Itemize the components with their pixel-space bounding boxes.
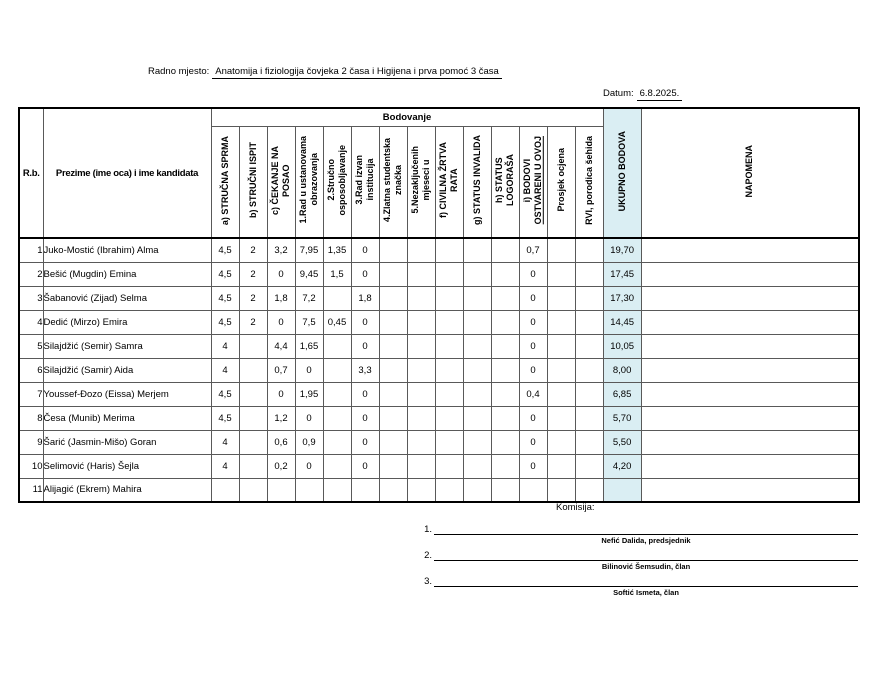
row-number-cell: 11 <box>19 478 43 502</box>
signature-number: 3. <box>424 576 432 587</box>
score-cell <box>463 454 491 478</box>
score-cell <box>435 262 463 286</box>
row-number-cell: 9 <box>19 430 43 454</box>
criteria-header-text <box>494 151 516 209</box>
score-cell: 0 <box>519 454 547 478</box>
score-cell <box>491 454 519 478</box>
score-cell <box>463 286 491 310</box>
score-cell: 4 <box>211 454 239 478</box>
score-cell <box>379 334 407 358</box>
score-cell: 4 <box>211 334 239 358</box>
score-cell <box>323 286 351 310</box>
score-cell <box>239 358 267 382</box>
score-cell <box>239 430 267 454</box>
score-cell <box>547 238 575 262</box>
score-cell: 0 <box>519 310 547 334</box>
score-cell: 4,5 <box>211 238 239 262</box>
score-cell <box>575 382 603 406</box>
score-cell: 0 <box>267 262 295 286</box>
table-row <box>19 334 859 358</box>
napomena-cell <box>641 430 859 454</box>
score-cell: 0 <box>295 406 323 430</box>
score-cell <box>435 430 463 454</box>
score-cell <box>547 358 575 382</box>
score-cell <box>379 262 407 286</box>
criteria-column-header <box>351 126 379 238</box>
score-cell: 0 <box>351 382 379 406</box>
total-points-cell: 5,70 <box>603 406 641 430</box>
criteria-header-line: mjeseci u <box>421 159 431 201</box>
criteria-header-line: 3.Rad izvan <box>354 155 365 206</box>
score-cell: 2 <box>239 310 267 334</box>
score-cell: 4,5 <box>211 406 239 430</box>
header-napomena <box>641 108 859 238</box>
score-cell <box>379 286 407 310</box>
score-cell <box>491 382 519 406</box>
score-cell <box>547 334 575 358</box>
score-cell <box>435 286 463 310</box>
score-cell: 0,2 <box>267 454 295 478</box>
criteria-column-header <box>323 126 351 238</box>
score-cell <box>379 358 407 382</box>
criteria-header-line: f) CIVILNA ŽRTVA <box>438 142 449 219</box>
radno-mjesto-row <box>148 66 502 77</box>
criteria-header-text <box>584 133 595 228</box>
napomena-cell <box>641 358 859 382</box>
header-rb: R.b. <box>19 108 43 238</box>
criteria-header-text <box>438 139 460 221</box>
score-cell <box>575 454 603 478</box>
row-number-cell: 8 <box>19 406 43 430</box>
napomena-cell <box>641 286 859 310</box>
datum-label: Datum: <box>603 88 634 99</box>
signature-row <box>418 547 858 561</box>
score-cell <box>379 382 407 406</box>
score-cell: 4,5 <box>211 262 239 286</box>
table-row <box>19 358 859 382</box>
criteria-column-header <box>267 126 295 238</box>
criteria-header-line: i) BODOVI <box>522 158 533 202</box>
criteria-header-text <box>298 133 320 227</box>
score-cell: 0 <box>267 310 295 334</box>
score-cell <box>407 478 435 502</box>
score-cell <box>547 430 575 454</box>
criteria-header-line: g) STATUS INVALIDA <box>471 135 482 226</box>
score-cell <box>491 406 519 430</box>
score-cell: 0 <box>351 334 379 358</box>
score-cell <box>267 478 295 502</box>
signature-line <box>434 521 858 535</box>
score-cell: 0 <box>351 310 379 334</box>
criteria-header-text <box>248 139 259 221</box>
criteria-header-line: c) ČEKANJE NA <box>270 145 281 215</box>
radno-mjesto-value: Anatomija i fiziologija čovjeka 2 časa i Higijena i prva pomoć 3 časa <box>212 66 502 79</box>
score-cell <box>575 286 603 310</box>
komisija-label: Komisija: <box>556 502 595 513</box>
score-cell: 0,4 <box>519 382 547 406</box>
score-cell <box>407 334 435 358</box>
score-cell <box>547 382 575 406</box>
score-cell <box>323 406 351 430</box>
criteria-header-text <box>270 143 292 218</box>
criteria-header-line: 1.Rad u ustanovama <box>298 136 309 225</box>
criteria-header-line: h) STATUS <box>494 157 505 204</box>
signature-line <box>434 573 858 587</box>
row-number-cell: 4 <box>19 310 43 334</box>
score-cell: 1,8 <box>267 286 295 310</box>
header-row-top <box>19 108 859 126</box>
criteria-header-text <box>382 135 404 225</box>
napomena-cell <box>641 478 859 502</box>
score-cell <box>435 454 463 478</box>
table-row <box>19 430 859 454</box>
score-cell <box>407 406 435 430</box>
criteria-header-text <box>326 142 348 219</box>
candidate-name-cell: Youssef-Đozo (Eissa) Merjem <box>43 382 211 406</box>
score-cell <box>239 454 267 478</box>
score-cell: 4,5 <box>211 310 239 334</box>
criteria-header-text <box>354 152 376 208</box>
score-cell <box>407 454 435 478</box>
score-cell <box>435 238 463 262</box>
datum-row <box>603 88 682 99</box>
header-bodovanje: Bodovanje <box>211 108 603 126</box>
signature-caption: Softić Ismeta, član <box>613 588 679 597</box>
score-cell: 4,5 <box>211 382 239 406</box>
criteria-header-line: 4.Zlatna studentska <box>382 138 393 223</box>
score-cell: 0,7 <box>519 238 547 262</box>
signature-number: 1. <box>424 524 432 535</box>
header-ukupno-label: UKUPNO BODOVA <box>616 131 627 212</box>
score-cell <box>379 430 407 454</box>
score-cell <box>435 310 463 334</box>
table-row <box>19 454 859 478</box>
header-napomena-label: NAPOMENA <box>744 145 755 198</box>
score-cell <box>575 238 603 262</box>
score-cell: 7,95 <box>295 238 323 262</box>
score-cell <box>547 454 575 478</box>
score-cell: 0 <box>267 382 295 406</box>
score-cell <box>435 478 463 502</box>
score-cell <box>407 430 435 454</box>
criteria-column-header <box>379 126 407 238</box>
score-cell: 0 <box>519 286 547 310</box>
criteria-header-line: OSTVARENI U OVOJ <box>533 136 543 225</box>
criteria-header-line: 5.Nezaključenih <box>410 146 421 215</box>
score-cell <box>435 382 463 406</box>
score-cell: 3,3 <box>351 358 379 382</box>
criteria-column-header <box>239 126 267 238</box>
score-cell <box>351 478 379 502</box>
score-cell: 1,8 <box>351 286 379 310</box>
criteria-header-text <box>220 133 231 228</box>
score-cell <box>463 478 491 502</box>
score-cell <box>491 310 519 334</box>
score-cell <box>491 358 519 382</box>
candidate-name-cell: Bešić (Mugdin) Emina <box>43 262 211 286</box>
score-cell <box>323 358 351 382</box>
score-cell: 2 <box>239 286 267 310</box>
signature-row <box>418 573 858 587</box>
score-cell: 2 <box>239 262 267 286</box>
score-cell <box>407 286 435 310</box>
score-cell <box>435 358 463 382</box>
header-ukupno-bodova <box>603 108 641 238</box>
total-points-cell: 17,30 <box>603 286 641 310</box>
criteria-header-text <box>472 132 483 228</box>
criteria-header-line: osposobljavanje <box>337 144 347 216</box>
score-cell: 0,7 <box>267 358 295 382</box>
total-points-cell: 4,20 <box>603 454 641 478</box>
criteria-column-header <box>407 126 435 238</box>
candidate-name-cell: Česa (Munib) Merima <box>43 406 211 430</box>
score-cell <box>547 406 575 430</box>
criteria-header-line: LOGORAŠA <box>505 154 515 207</box>
signature-block <box>418 521 858 599</box>
table-row <box>19 406 859 430</box>
total-points-cell: 8,00 <box>603 358 641 382</box>
score-cell <box>407 358 435 382</box>
score-cell <box>463 238 491 262</box>
score-cell <box>575 358 603 382</box>
score-cell: 0,45 <box>323 310 351 334</box>
criteria-column-header <box>435 126 463 238</box>
signature-line <box>434 547 858 561</box>
score-cell: 0 <box>351 238 379 262</box>
score-cell <box>575 334 603 358</box>
score-cell <box>239 478 267 502</box>
criteria-header-line: Prosjek ocjena <box>555 148 566 213</box>
score-cell: 7,2 <box>295 286 323 310</box>
score-cell <box>463 358 491 382</box>
candidate-name-cell: Silajdžić (Semir) Samra <box>43 334 211 358</box>
criteria-header-line: RATA <box>449 168 459 193</box>
score-cell: 0 <box>519 334 547 358</box>
score-cell: 0,6 <box>267 430 295 454</box>
napomena-cell <box>641 238 859 262</box>
napomena-cell <box>641 454 859 478</box>
score-cell: 1,95 <box>295 382 323 406</box>
napomena-cell <box>641 262 859 286</box>
score-cell <box>519 478 547 502</box>
score-cell <box>323 382 351 406</box>
candidate-name-cell: Dedić (Mirzo) Emira <box>43 310 211 334</box>
score-cell <box>491 286 519 310</box>
criteria-column-header <box>575 126 603 238</box>
score-cell <box>407 310 435 334</box>
table-row <box>19 262 859 286</box>
score-cell <box>407 238 435 262</box>
score-cell: 4,5 <box>211 286 239 310</box>
criteria-column-header <box>463 126 491 238</box>
score-cell: 9,45 <box>295 262 323 286</box>
score-cell: 0 <box>519 358 547 382</box>
row-number-cell: 5 <box>19 334 43 358</box>
score-cell: 2 <box>239 238 267 262</box>
score-cell <box>575 406 603 430</box>
criteria-header-line: obrazovanja <box>309 154 319 207</box>
criteria-header-line: značka <box>393 165 403 196</box>
score-cell: 0 <box>519 406 547 430</box>
score-cell <box>491 430 519 454</box>
score-cell <box>379 406 407 430</box>
napomena-cell <box>641 382 859 406</box>
score-cell <box>463 406 491 430</box>
score-cell <box>491 262 519 286</box>
score-cell <box>463 334 491 358</box>
score-cell: 4 <box>211 358 239 382</box>
napomena-cell <box>641 334 859 358</box>
criteria-header-line: b) STRUČNI ISPIT <box>247 142 258 219</box>
criteria-header-line: institucija <box>365 159 375 202</box>
score-cell: 1,35 <box>323 238 351 262</box>
row-number-cell: 3 <box>19 286 43 310</box>
score-cell <box>379 310 407 334</box>
criteria-column-header <box>211 126 239 238</box>
score-cell <box>463 430 491 454</box>
score-cell: 0 <box>351 430 379 454</box>
napomena-cell <box>641 406 859 430</box>
score-cell <box>323 454 351 478</box>
score-cell <box>239 406 267 430</box>
score-cell <box>547 478 575 502</box>
criteria-header-text <box>522 133 544 227</box>
criteria-header-line: RVI, porodica šehida <box>583 135 594 225</box>
candidate-name-cell: Šabanović (Zijad) Selma <box>43 286 211 310</box>
total-points-cell: 6,85 <box>603 382 641 406</box>
score-cell <box>379 238 407 262</box>
criteria-column-header <box>519 126 547 238</box>
score-cell <box>239 382 267 406</box>
table-row <box>19 382 859 406</box>
score-cell <box>491 334 519 358</box>
score-cell <box>463 310 491 334</box>
score-cell <box>463 262 491 286</box>
score-cell <box>323 478 351 502</box>
total-points-cell: 5,50 <box>603 430 641 454</box>
score-cell <box>575 430 603 454</box>
signature-caption: Nefić Dalida, predsjednik <box>601 536 691 545</box>
score-cell: 1,5 <box>323 262 351 286</box>
row-number-cell: 6 <box>19 358 43 382</box>
candidate-name-cell: Juko-Mostić (Ibrahim) Alma <box>43 238 211 262</box>
criteria-header-line: POSAO <box>281 163 291 197</box>
score-cell <box>323 334 351 358</box>
signature-caption: Bilinović Šemsudin, član <box>601 562 691 571</box>
score-cell: 0 <box>351 406 379 430</box>
napomena-cell <box>641 310 859 334</box>
score-cell: 7,5 <box>295 310 323 334</box>
score-cell: 0 <box>295 358 323 382</box>
table-body <box>19 238 859 502</box>
candidate-name-cell: Alijagić (Ekrem) Mahira <box>43 478 211 502</box>
criteria-column-header <box>295 126 323 238</box>
score-cell: 0 <box>295 454 323 478</box>
score-cell <box>547 310 575 334</box>
datum-value: 6.8.2025. <box>637 88 683 101</box>
table-row <box>19 478 859 502</box>
criteria-header-line: a) STRUČNA SPRMA <box>219 135 230 225</box>
total-points-cell: 14,45 <box>603 310 641 334</box>
table-row <box>19 238 859 262</box>
score-cell <box>435 334 463 358</box>
score-cell <box>379 454 407 478</box>
row-number-cell: 7 <box>19 382 43 406</box>
candidate-name-cell: Silajdžić (Samir) Aida <box>43 358 211 382</box>
score-cell: 0 <box>351 262 379 286</box>
total-points-cell: 17,45 <box>603 262 641 286</box>
score-cell <box>407 382 435 406</box>
score-cell <box>547 286 575 310</box>
score-cell <box>379 478 407 502</box>
criteria-header-line: 2.Stručno <box>326 159 337 202</box>
score-cell: 3,2 <box>267 238 295 262</box>
score-cell: 4,4 <box>267 334 295 358</box>
radno-mjesto-label: Radno mjesto: <box>148 66 210 77</box>
score-cell: 0,9 <box>295 430 323 454</box>
table-row <box>19 310 859 334</box>
score-cell <box>575 262 603 286</box>
criteria-column-header <box>547 126 575 238</box>
score-cell: 1,65 <box>295 334 323 358</box>
candidate-name-cell: Selimović (Haris) Šejla <box>43 454 211 478</box>
score-cell <box>491 478 519 502</box>
score-cell <box>575 310 603 334</box>
candidate-name-cell: Šarić (Jasmin-Mišo) Goran <box>43 430 211 454</box>
score-cell <box>491 238 519 262</box>
header-candidate-name: Prezime (ime oca) i ime kandidata <box>43 108 211 238</box>
table-row <box>19 286 859 310</box>
score-cell <box>239 334 267 358</box>
score-cell: 0 <box>519 262 547 286</box>
signature-number: 2. <box>424 550 432 561</box>
score-cell <box>547 262 575 286</box>
score-cell <box>435 406 463 430</box>
score-cell <box>323 430 351 454</box>
score-cell <box>295 478 323 502</box>
score-cell: 1,2 <box>267 406 295 430</box>
total-points-cell: 19,70 <box>603 238 641 262</box>
criteria-header-text <box>410 143 432 217</box>
row-number-cell: 2 <box>19 262 43 286</box>
total-points-cell <box>603 478 641 502</box>
criteria-column-header <box>491 126 519 238</box>
total-points-cell: 10,05 <box>603 334 641 358</box>
scoring-table <box>18 107 860 503</box>
score-cell <box>575 478 603 502</box>
row-number-cell: 10 <box>19 454 43 478</box>
row-number-cell: 1 <box>19 238 43 262</box>
score-cell <box>463 382 491 406</box>
score-cell: 4 <box>211 430 239 454</box>
score-cell <box>211 478 239 502</box>
score-cell: 0 <box>519 430 547 454</box>
criteria-header-text <box>556 145 567 215</box>
signature-row <box>418 521 858 535</box>
score-cell: 0 <box>351 454 379 478</box>
score-cell <box>407 262 435 286</box>
